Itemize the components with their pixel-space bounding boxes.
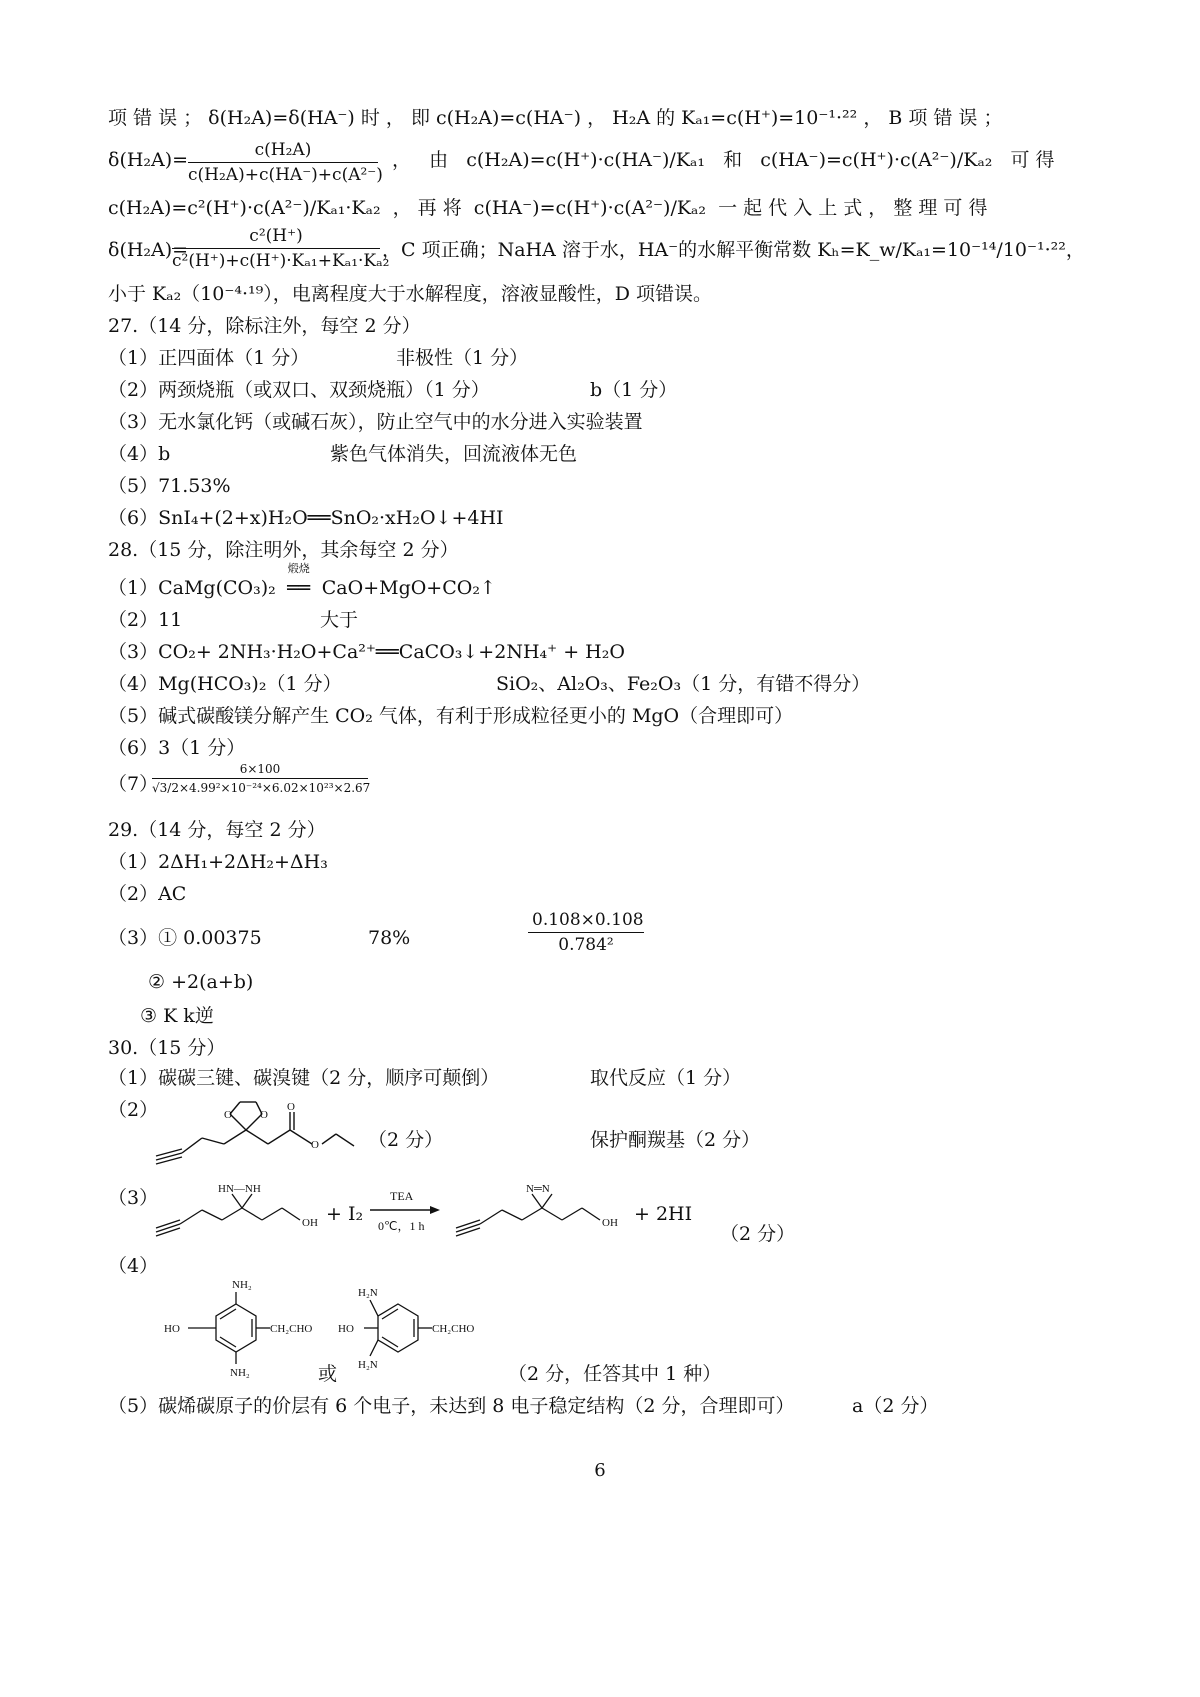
q28-answer-1: （1）CaMg(CO₃)₂ 煅烧 ══ CaO+MgO+CO₂↑: [108, 562, 496, 599]
q27-answer-4b: 紫色气体消失，回流液体无色: [330, 443, 578, 465]
q29-answer-1: （1）2ΔH₁+2ΔH₂+ΔH₃: [108, 851, 328, 873]
q30-answer-4: （4）: [108, 1255, 159, 1277]
q30-answer-1b: 取代反应（1 分）: [590, 1067, 742, 1089]
q27-answer-5: （5）71.53%: [108, 475, 231, 497]
ho-label: HO: [164, 1323, 180, 1335]
q29-answer-3: （3）① 0.00375: [108, 927, 262, 949]
q27-answer-6: （6）SnI₄+(2+x)H₂O══SnO₂·xH₂O↓+4HI: [108, 507, 504, 529]
q27-answer-2b: b（1 分）: [590, 379, 678, 401]
q27-answer-3: （3）无水氯化钙（或碱石灰），防止空气中的水分进入实验装置: [108, 411, 643, 433]
q30-diaziridine-structure: [150, 1180, 330, 1246]
q29-answer-3b: 78%: [368, 927, 411, 949]
q29-answer-3-fraction: $\frac{0.108\times 0.108}{\text{0.784²}}$: [528, 910, 644, 955]
q28-answer-3: （3）CO₂+ 2NH₃·H₂O+Ca²⁺══CaCO₃↓+2NH₄⁺ + H₂O: [108, 641, 625, 663]
q30-structure-4a: [160, 1278, 330, 1386]
q28-answer-2b: 大于: [320, 609, 359, 631]
q28-answer-4b: SiO₂、Al₂O₃、Fe₂O₃（1 分，有错不得分）: [496, 673, 871, 695]
q30-or: 或: [318, 1363, 338, 1385]
nh2-top-label: NH₂: [232, 1279, 252, 1291]
n-n-label: N═N: [526, 1183, 550, 1195]
q30-answer-1: （1）碳碳三键、碳溴键（2 分，顺序可颠倒）: [108, 1067, 500, 1089]
ring-oxygen-left: O: [224, 1109, 232, 1121]
nh2-bottom-label: NH₂: [230, 1367, 250, 1379]
q26-line-5: 小于 Kₐ₂（10⁻⁴·¹⁹），电离程度大于水解程度，溶液显酸性，D 项错误。: [108, 283, 713, 305]
ho-label-b: HO: [338, 1323, 354, 1335]
hn-nh-label: HN—NH: [218, 1183, 261, 1195]
q28-answer-6: （6）3（1 分）: [108, 737, 246, 759]
q30-plus-hi: + 2HI: [634, 1203, 693, 1225]
q26-fraction-2: $\frac{\text{c²(H⁺)}}{\text{c²(H⁺)+c(H⁺)·Kₐ₁+Kₐ₁·Kₐ₂}}$: [172, 226, 390, 271]
oh-label-product: OH: [602, 1217, 618, 1229]
q30-answer-5b: a（2 分）: [852, 1395, 939, 1417]
q27-header: 27.（14 分，除标注外，每空 2 分）: [108, 315, 421, 337]
ch2cho-label-b: CH₂CHO: [432, 1323, 475, 1335]
q27-answer-4: （4）b: [108, 443, 171, 465]
q30-answer-5: （5）碳烯碳原子的价层有 6 个电子，未达到 8 电子稳定结构（2 分，合理即可）: [108, 1395, 795, 1417]
q26-line-3: c(H₂A)=c²(H⁺)·c(A²⁻)/Kₐ₁·Kₐ₂ ， 再 将 c(HA⁻)=c(H⁺)·c(A²⁻)/Kₐ₂ 一 起 代 入 上 式 ， 整 理 可 得: [108, 197, 988, 219]
q30-answer-3: （3）: [108, 1187, 159, 1209]
q26-line-2: ， 由 c(H₂A)=c(H⁺)·c(HA⁻)/Kₐ₁ 和 c(HA⁻)=c(H⁺)·c(A²⁻)/Kₐ₂ 可 得: [392, 149, 1055, 171]
arrow-condition-bottom: 0℃，1 h: [378, 1219, 425, 1233]
q29-answer-3-2: ② +2(a+b): [148, 971, 254, 993]
q28-answer-7-fraction: $\frac{6\times 100}{\text{√3/2×4.99²×10⁻²⁴×6.02×10²³×2.67}}$: [152, 762, 371, 795]
q26-line-4: ，C 项正确；NaHA 溶于水，HA⁻的水解平衡常数 Kₕ=K_w/Kₐ₁=10⁻¹⁴/10⁻¹·²²，: [382, 239, 1085, 261]
q30-header: 30.（15 分）: [108, 1037, 226, 1059]
q30-plus-iodine: + I₂: [326, 1203, 364, 1225]
q28-answer-5: （5）碱式碳酸镁分解产生 CO₂ 气体，有利于形成粒径更小的 MgO（合理即可）: [108, 705, 794, 727]
q28-answer-2: （2）11: [108, 609, 183, 631]
oh-label: OH: [302, 1217, 318, 1229]
arrow-condition-top: TEA: [390, 1189, 414, 1203]
q28-answer-4: （4）Mg(HCO₃)₂（1 分）: [108, 673, 342, 695]
h2n-bottom-label: H₂N: [358, 1359, 378, 1371]
q30-answer-2-score: （2 分）: [368, 1129, 444, 1151]
q30-diazirine-structure: [450, 1180, 630, 1246]
h2n-top-label: H₂N: [358, 1287, 378, 1299]
q28-condition: 煅烧: [287, 562, 310, 575]
q26-delta-lhs-2: δ(H₂A)=: [108, 239, 189, 261]
q27-answer-1b: 非极性（1 分）: [396, 347, 529, 369]
q30-answer-2: （2）: [108, 1099, 159, 1121]
q30-reaction-arrow: [368, 1188, 442, 1242]
q28-answer-7-label: （7）: [108, 773, 159, 795]
q30-answer-4-score: （2 分，任答其中 1 种）: [508, 1363, 722, 1385]
q30-answer-2b: 保护酮羰基（2 分）: [590, 1129, 761, 1151]
page-number: 6: [594, 1460, 606, 1481]
q30-structure-2: [150, 1098, 360, 1172]
q27-answer-2: （2）两颈烧瓶（或双口、双颈烧瓶）（1 分）: [108, 379, 490, 401]
ester-oxygen: O: [311, 1139, 319, 1151]
q26-delta-lhs: δ(H₂A)=: [108, 149, 189, 171]
q30-structure-4b: [336, 1278, 506, 1386]
q29-answer-3-3: ③ K k逆: [140, 1005, 214, 1027]
q29-answer-2: （2）AC: [108, 883, 187, 905]
q29-header: 29.（14 分，每空 2 分）: [108, 819, 326, 841]
ring-oxygen-right: O: [260, 1109, 268, 1121]
q26-line-1: 项 错 误 ； δ(H₂A)=δ(HA⁻) 时 ， 即 c(H₂A)=c(HA⁻) ， H₂A 的 Kₐ₁=c(H⁺)=10⁻¹·²² ， B 项 错 误 ；: [108, 107, 1003, 129]
q30-answer-3-score: （2 分）: [720, 1223, 796, 1245]
q27-answer-1: （1）正四面体（1 分）: [108, 347, 310, 369]
carbonyl-oxygen: O: [287, 1101, 295, 1113]
ch2cho-label: CH₂CHO: [270, 1323, 313, 1335]
q28-header: 28.（15 分，除注明外，其余每空 2 分）: [108, 539, 459, 561]
q26-fraction-1: $\frac{\text{c(H₂A)}}{\text{c(H₂A)+c(HA⁻)+c(A²⁻)}}$: [188, 140, 383, 185]
